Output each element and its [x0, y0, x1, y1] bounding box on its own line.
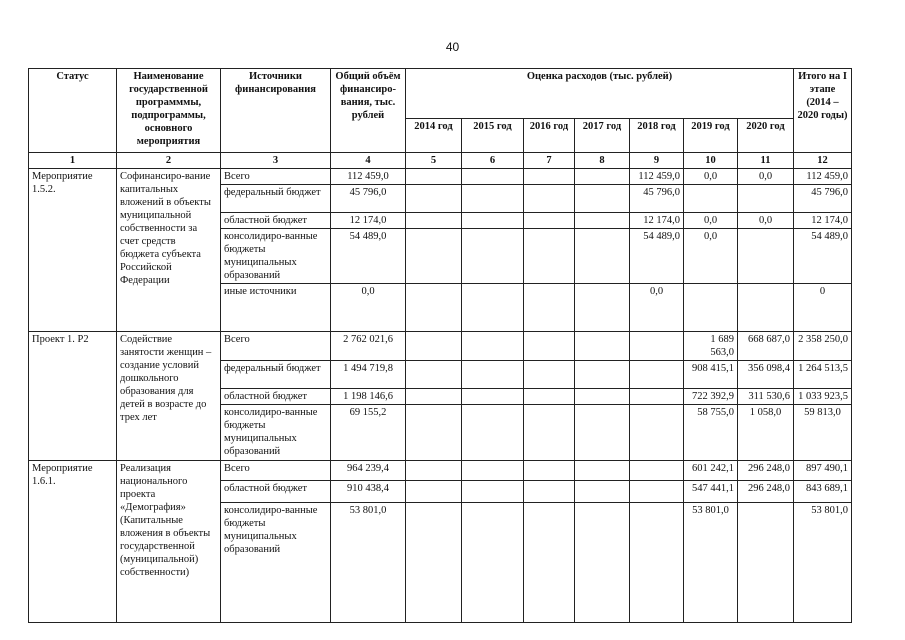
header-year: 2014 год — [406, 119, 462, 153]
year-cell — [630, 389, 684, 405]
header-year: 2018 год — [630, 119, 684, 153]
column-number: 7 — [524, 153, 575, 169]
year-cell: 296 248,0 — [738, 461, 794, 481]
year-cell — [462, 169, 524, 185]
total-cell: 69 155,2 — [331, 405, 406, 461]
year-cell — [575, 185, 630, 213]
status-cell: Проект 1. Р2 — [29, 332, 117, 461]
year-cell: 356 098,4 — [738, 361, 794, 389]
table-body — [29, 169, 852, 623]
column-number: 6 — [462, 153, 524, 169]
year-cell — [524, 213, 575, 229]
year-cell — [575, 284, 630, 332]
year-cell — [630, 332, 684, 361]
source-cell: областной бюджет — [221, 213, 331, 229]
column-number: 12 — [794, 153, 852, 169]
status-cell: Мероприятие 1.6.1. — [29, 461, 117, 623]
header-year: 2017 год — [575, 119, 630, 153]
year-cell — [738, 229, 794, 284]
year-cell — [575, 503, 630, 623]
year-cell — [575, 481, 630, 503]
column-number: 4 — [331, 153, 406, 169]
budget-table — [28, 68, 852, 623]
year-cell: 0,0 — [684, 213, 738, 229]
year-cell — [524, 229, 575, 284]
header-year: 2016 год — [524, 119, 575, 153]
year-cell: 54 489,0 — [630, 229, 684, 284]
year-cell: 53 801,0 — [684, 503, 738, 623]
year-cell — [406, 169, 462, 185]
year-cell — [738, 185, 794, 213]
source-cell: консолидиро-ванные бюджеты муниципальных образований — [221, 405, 331, 461]
year-cell — [524, 332, 575, 361]
total-cell: 910 438,4 — [331, 481, 406, 503]
header-sources: Источники финансирования — [221, 69, 331, 153]
year-cell — [524, 169, 575, 185]
stage-total-cell: 843 689,1 — [794, 481, 852, 503]
stage-total-cell: 0 — [794, 284, 852, 332]
year-cell — [462, 185, 524, 213]
year-cell: 722 392,9 — [684, 389, 738, 405]
year-cell: 0,0 — [738, 213, 794, 229]
year-cell — [406, 389, 462, 405]
stage-total-cell: 12 174,0 — [794, 213, 852, 229]
year-cell — [462, 361, 524, 389]
year-cell: 58 755,0 — [684, 405, 738, 461]
header-year: 2019 год — [684, 119, 738, 153]
source-cell: Всего — [221, 332, 331, 361]
year-cell — [462, 229, 524, 284]
header-year: 2020 год — [738, 119, 794, 153]
year-cell — [630, 461, 684, 481]
year-cell — [684, 185, 738, 213]
header-status: Статус — [29, 69, 117, 153]
year-cell: 1 689 563,0 — [684, 332, 738, 361]
total-cell: 54 489,0 — [331, 229, 406, 284]
year-cell: 45 796,0 — [630, 185, 684, 213]
year-cell — [684, 284, 738, 332]
total-cell: 45 796,0 — [331, 185, 406, 213]
stage-total-cell: 1 264 513,5 — [794, 361, 852, 389]
year-cell — [738, 503, 794, 623]
stage-total-cell: 54 489,0 — [794, 229, 852, 284]
year-cell — [462, 503, 524, 623]
column-number: 5 — [406, 153, 462, 169]
year-cell — [524, 389, 575, 405]
year-cell — [524, 284, 575, 332]
table-row — [29, 169, 852, 185]
year-cell — [524, 481, 575, 503]
year-cell: 547 441,1 — [684, 481, 738, 503]
source-cell: областной бюджет — [221, 389, 331, 405]
total-cell: 112 459,0 — [331, 169, 406, 185]
stage-total-cell: 2 358 250,0 — [794, 332, 852, 361]
stage-total-cell: 897 490,1 — [794, 461, 852, 481]
header-year: 2015 год — [462, 119, 524, 153]
year-cell: 1 058,0 — [738, 405, 794, 461]
page-number: 40 — [445, 40, 460, 54]
year-cell — [406, 361, 462, 389]
header-total: Общий объём финансиро-вания, тыс. рублей — [331, 69, 406, 153]
column-number: 8 — [575, 153, 630, 169]
source-cell: Всего — [221, 461, 331, 481]
source-cell: консолидиро-ванные бюджеты муниципальных образований — [221, 229, 331, 284]
column-number: 10 — [684, 153, 738, 169]
year-cell — [524, 185, 575, 213]
year-cell — [630, 503, 684, 623]
total-cell: 2 762 021,6 — [331, 332, 406, 361]
year-cell — [630, 361, 684, 389]
stage-total-cell: 1 033 923,5 — [794, 389, 852, 405]
year-cell — [575, 332, 630, 361]
header-stage-total: Итого на I этапе (2014 – 2020 годы) — [794, 69, 852, 153]
year-cell — [462, 284, 524, 332]
year-cell — [524, 405, 575, 461]
year-cell — [462, 481, 524, 503]
name-cell: Реализация национального проекта «Демография» (Капитальные вложения в объекты государственной (муниципальной) собственности) — [117, 461, 221, 623]
status-cell: Мероприятие 1.5.2. — [29, 169, 117, 332]
total-cell: 12 174,0 — [331, 213, 406, 229]
year-cell: 668 687,0 — [738, 332, 794, 361]
year-cell: 12 174,0 — [630, 213, 684, 229]
year-cell: 112 459,0 — [630, 169, 684, 185]
column-number: 3 — [221, 153, 331, 169]
source-cell: консолидиро-ванные бюджеты муниципальных образований — [221, 503, 331, 623]
year-cell — [406, 481, 462, 503]
total-cell: 964 239,4 — [331, 461, 406, 481]
stage-total-cell: 45 796,0 — [794, 185, 852, 213]
source-cell: федеральный бюджет — [221, 361, 331, 389]
year-cell: 296 248,0 — [738, 481, 794, 503]
total-cell: 53 801,0 — [331, 503, 406, 623]
year-cell — [575, 229, 630, 284]
year-cell: 908 415,1 — [684, 361, 738, 389]
source-cell: федеральный бюджет — [221, 185, 331, 213]
year-cell — [738, 284, 794, 332]
year-cell — [406, 213, 462, 229]
year-cell — [575, 389, 630, 405]
year-cell: 0,0 — [684, 169, 738, 185]
year-cell: 0,0 — [738, 169, 794, 185]
source-cell: Всего — [221, 169, 331, 185]
year-cell — [575, 169, 630, 185]
year-cell — [406, 405, 462, 461]
source-cell: областной бюджет — [221, 481, 331, 503]
year-cell: 0,0 — [684, 229, 738, 284]
year-cell — [406, 229, 462, 284]
year-cell — [462, 389, 524, 405]
year-cell — [406, 185, 462, 213]
year-cell: 0,0 — [630, 284, 684, 332]
total-cell: 1 198 146,6 — [331, 389, 406, 405]
name-cell: Содействие занятости женщин – создание условий дошкольного образования для детей в возрасте до трех лет — [117, 332, 221, 461]
header-estimate: Оценка расходов (тыс. рублей) — [406, 69, 794, 119]
column-number: 9 — [630, 153, 684, 169]
year-cell — [524, 503, 575, 623]
year-cell — [524, 461, 575, 481]
table-row — [29, 461, 852, 481]
year-cell: 601 242,1 — [684, 461, 738, 481]
year-cell — [575, 213, 630, 229]
year-cell — [462, 213, 524, 229]
year-cell — [462, 405, 524, 461]
total-cell: 0,0 — [331, 284, 406, 332]
header-name: Наименование государственной программмы, подпрограммы, основного мероприятия — [117, 69, 221, 153]
source-cell: иные источники — [221, 284, 331, 332]
year-cell — [462, 461, 524, 481]
column-number: 11 — [738, 153, 794, 169]
stage-total-cell: 59 813,0 — [794, 405, 852, 461]
name-cell: Софинансиро-вание капитальных вложений в объекты муниципальной собственности за счет средств бюджета субъекта Российской Федерации — [117, 169, 221, 332]
stage-total-cell: 53 801,0 — [794, 503, 852, 623]
year-cell — [630, 481, 684, 503]
table-row — [29, 332, 852, 361]
total-cell: 1 494 719,8 — [331, 361, 406, 389]
year-cell — [630, 405, 684, 461]
year-cell — [406, 332, 462, 361]
year-cell — [575, 461, 630, 481]
year-cell — [406, 461, 462, 481]
column-number: 2 — [117, 153, 221, 169]
column-number: 1 — [29, 153, 117, 169]
year-cell — [462, 332, 524, 361]
year-cell — [406, 503, 462, 623]
year-cell — [575, 361, 630, 389]
stage-total-cell: 112 459,0 — [794, 169, 852, 185]
year-cell: 311 530,6 — [738, 389, 794, 405]
year-cell — [406, 284, 462, 332]
year-cell — [575, 405, 630, 461]
year-cell — [524, 361, 575, 389]
